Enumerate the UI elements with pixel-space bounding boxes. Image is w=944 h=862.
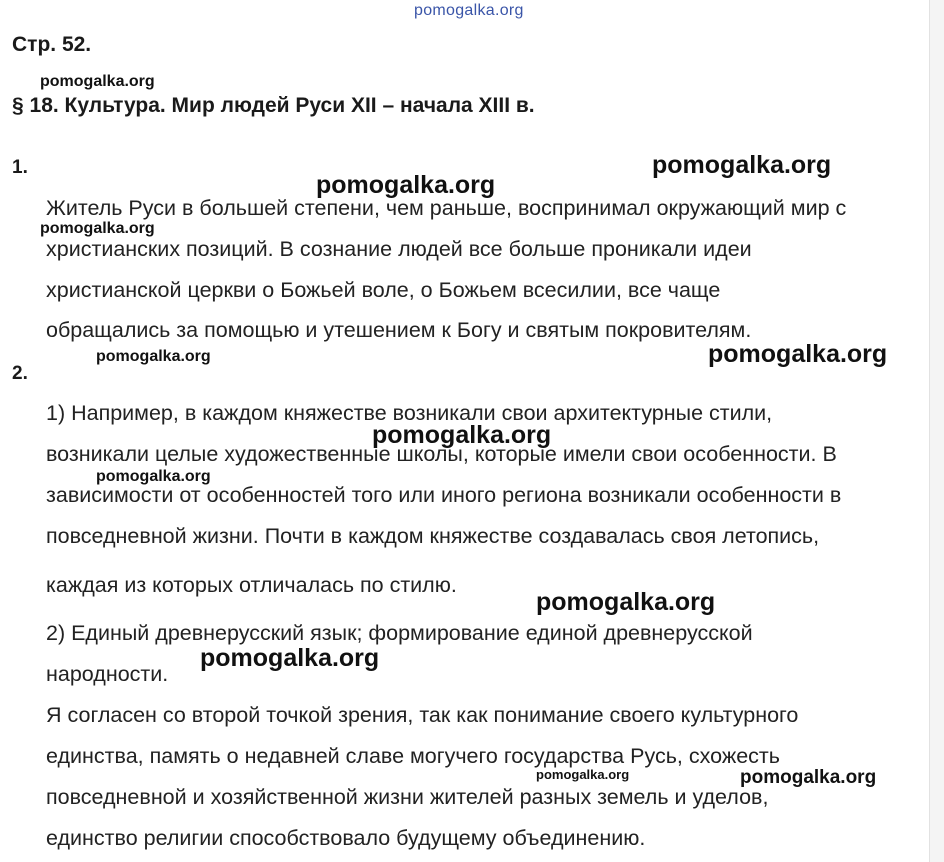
section-heading: § 18. Культура. Мир людей Руси XII – начала XIII в. bbox=[12, 94, 535, 117]
answer-2-line: Я согласен со второй точкой зрения, так как понимание своего культурного bbox=[46, 703, 799, 727]
question-number-2: 2. bbox=[12, 363, 28, 384]
watermark: pomogalka.org bbox=[708, 340, 888, 368]
watermark: pomogalka.org bbox=[740, 767, 877, 788]
answer-2-line: повседневной жизни. Почти в каждом княжестве создавалась своя летопись, bbox=[46, 524, 820, 548]
question-number-1: 1. bbox=[12, 157, 28, 178]
vertical-scrollbar[interactable] bbox=[929, 0, 944, 862]
watermark: pomogalka.org bbox=[40, 220, 155, 237]
answer-2-line: народности. bbox=[46, 662, 169, 686]
answer-1-line: христианской церкви о Божьей воле, о Божьем всесилии, все чаще bbox=[46, 278, 721, 302]
watermark: pomogalka.org bbox=[96, 348, 211, 365]
answer-2-line: 2) Единый древнерусский язык; формирование единой древнерусской bbox=[46, 621, 753, 645]
answer-2-line: возникали целые художественные школы, которые имели свои особенности. В bbox=[46, 442, 837, 466]
watermark: pomogalka.org bbox=[536, 767, 630, 782]
answer-1-line: христианских позиций. В сознание людей все больше проникали идеи bbox=[46, 237, 752, 261]
answer-1-line: обращались за помощью и утешением к Богу и святым покровителям. bbox=[46, 318, 752, 342]
watermark: pomogalka.org bbox=[652, 151, 832, 179]
answer-1-line: Житель Руси в большей степени, чем раньше, воспринимал окружающий мир с bbox=[46, 196, 847, 220]
watermark: pomogalka.org bbox=[316, 171, 496, 199]
page-number: Стр. 52. bbox=[12, 33, 92, 56]
answer-2-line: единство религии способствовало будущему объединению. bbox=[46, 826, 646, 850]
answer-2-line: повседневной и хозяйственной жизни жителей разных земель и уделов, bbox=[46, 785, 769, 809]
watermark: pomogalka.org bbox=[372, 421, 552, 449]
watermark: pomogalka.org bbox=[96, 468, 211, 485]
answer-2-line: каждая из которых отличалась по стилю. bbox=[46, 573, 457, 597]
watermark: pomogalka.org bbox=[200, 644, 380, 672]
watermark: pomogalka.org bbox=[536, 588, 716, 616]
answer-2-line: единства, память о недавней славе могучего государства Русь, схожесть bbox=[46, 744, 780, 768]
answer-2-line: зависимости от особенностей того или иного региона возникали особенности в bbox=[46, 483, 842, 507]
watermark: pomogalka.org bbox=[40, 73, 155, 90]
watermark-top-link[interactable]: pomogalka.org bbox=[414, 2, 524, 19]
answer-2-line: 1) Например, в каждом княжестве возникали свои архитектурные стили, bbox=[46, 401, 773, 425]
